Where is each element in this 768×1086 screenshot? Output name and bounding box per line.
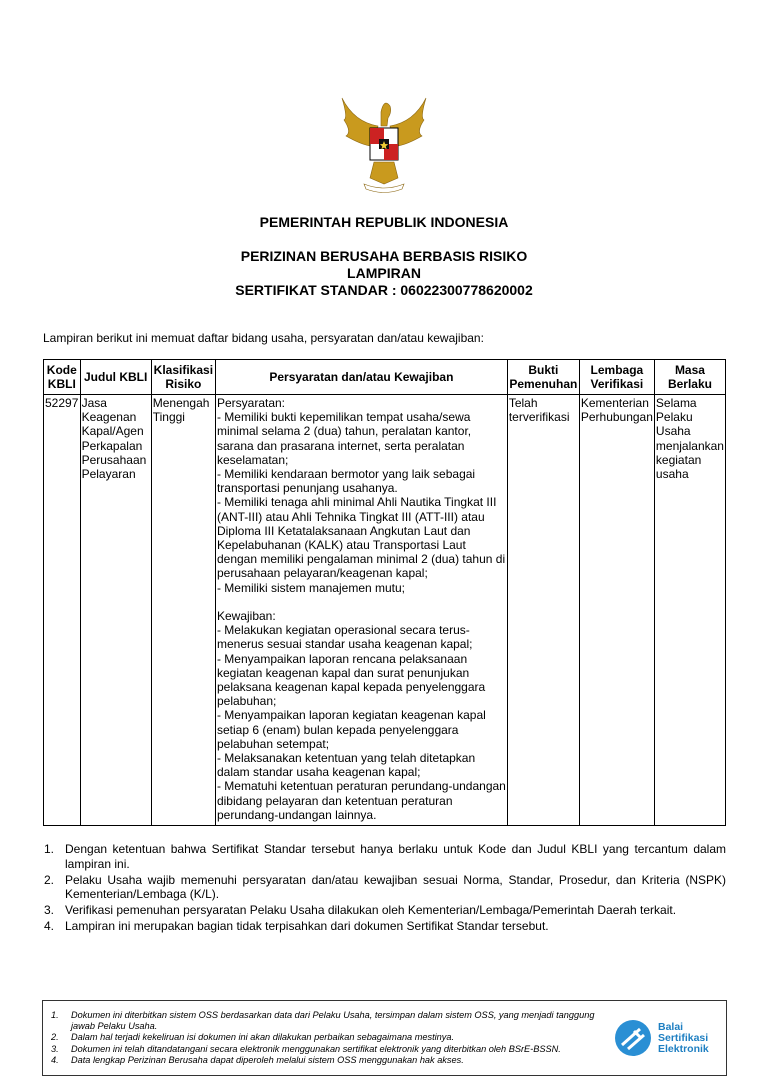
footer-note: 1. Dokumen ini diterbitkan sistem OSS berdasarkan data dari Pelaku Usaha, tersimpan dalam sistem OSS, yang menjadi tanggung jawab Pelaku Usaha. (51, 1010, 595, 1032)
cell-line: Pelaku (655, 410, 693, 425)
document-title: PERIZINAN BERUSAHA BERBASIS RISIKO (240, 248, 528, 264)
cell-line: perundang-undangan lainnya. (216, 807, 377, 822)
intro-text: Lampiran berikut ini memuat daftar bidang usaha, persyaratan dan/atau kewajiban: (43, 331, 484, 345)
cell-lembaga (579, 395, 654, 826)
cell-line: Usaha (655, 424, 691, 439)
kbli-table (43, 359, 726, 826)
cell-line: pelaksana keagenan kapal kepada penyelenggara (216, 680, 486, 695)
cell-line: transportasi penunjang usahanya. (216, 481, 398, 496)
table-row (44, 395, 726, 826)
cell-line: Telah (508, 396, 538, 410)
header-bukti: Bukti Pemenuhan (507, 360, 579, 395)
cell-line: usaha (655, 467, 689, 482)
header-persyaratan: Persyaratan dan/atau Kewajiban (215, 360, 507, 395)
certificate-number: SERTIFIKAT STANDAR : 06022300778620002 (235, 282, 533, 298)
cell-line: Kewajiban: (216, 609, 276, 624)
cell-line: Persyaratan: (216, 396, 286, 410)
cell-line: pelabuhan setempat; (216, 736, 330, 751)
cell-line: Perusahaan (81, 452, 147, 467)
cell-line: Pelayaran (81, 467, 136, 482)
document-subtitle: LAMPIRAN (347, 265, 421, 281)
cell-masa (654, 395, 725, 826)
cell-line (217, 595, 506, 609)
cell-line: Jasa (81, 396, 107, 410)
cell-line: (ANT-III) atau Ahli Tehnika Tingkat III (ATT-III) atau (216, 509, 485, 524)
cell-line: sarana dan prasarana internet, serta peralatan (216, 438, 465, 453)
note-item: 3. Verifikasi pemenuhan persyaratan Pelaku Usaha dilakukan oleh Kementerian/Lembaga/Pemerintah Daerah terkait. (44, 903, 677, 917)
header-kode: Kode KBLI (44, 360, 81, 395)
cell-line: terverifikasi (508, 410, 570, 425)
cell-line: - Menyampaikan laporan rencana pelaksanaan (216, 651, 468, 666)
cell-line: minimal selama 2 (dua) tahun, peralatan kantor, (216, 424, 472, 439)
cell-line: Menengah (152, 396, 210, 410)
header-klasifikasi: Klasifikasi Risiko (151, 360, 215, 395)
cell-line: Selama (655, 396, 697, 410)
footer-note: 4. Data lengkap Perizinan Berusaha dapat diperoleh melalui sistem OSS menggunakan hak akses. (51, 1054, 464, 1065)
notes-list (43, 842, 726, 935)
cell-line: Tinggi (152, 410, 185, 425)
cell-line: Perkapalan (81, 438, 143, 453)
cell-line: Kapal/Agen (81, 424, 144, 439)
government-heading: PEMERINTAH REPUBLIK INDONESIA (259, 214, 509, 230)
table-header-row (44, 360, 726, 395)
cell-line: menerus sesuai standar usaha keagenan kapal; (216, 637, 473, 652)
cell-line: - Menyampaikan laporan kegiatan keagenan kapal (216, 708, 486, 723)
note-item: 1. Dengan ketentuan bahwa Sertifikat Standar tersebut hanya berlaku untuk Kode dan Judul KBLI yang tercantum dalam lampiran ini. (44, 842, 726, 871)
footer-note: 3. Dokumen ini telah ditandatangani secara elektronik menggunakan sertifikat elektronik yang diterbitkan oleh BSrE-BSSN. (51, 1043, 561, 1054)
footer-box (42, 1000, 727, 1076)
cell-line: dibidang pelayaran dan ketentuan peraturan (216, 793, 453, 808)
cell-line: keselamatan; (216, 452, 289, 467)
note-item: 2. Pelaku Usaha wajib memenuhi persyaratan dan/atau kewajiban sesuai Norma, Standar, Prosedur, dan Kriteria (NSPK) Kementerian/Lembaga (K/L). (44, 872, 726, 901)
bsre-logo: Balai Sertifikasi Elektronik (614, 1015, 714, 1061)
cell-line: Kementerian (580, 396, 649, 410)
cell-judul (80, 395, 151, 826)
cell-line: kegiatan (655, 452, 702, 467)
cell-line: dengan memiliki pengalaman minimal 2 (dua) tahun di (216, 552, 506, 567)
cell-line: Kepelabuhanan (KALK) atau Transportasi Laut (216, 538, 466, 553)
cell-line: - Melaksanakan ketentuan yang telah ditetapkan (216, 751, 476, 766)
cell-kode: 52297 (44, 395, 81, 826)
cell-klasifikasi (151, 395, 215, 826)
header-masa: Masa Berlaku (654, 360, 725, 395)
cell-line: pelabuhan; (216, 694, 277, 709)
garuda-emblem (334, 92, 434, 196)
cell-line: kegiatan keagenan kapal dan surat penunjukan (216, 665, 470, 680)
cell-line: - Memiliki tenaga ahli minimal Ahli Nautika Tingkat III (216, 495, 497, 510)
cell-line: perusahaan pelayaran/keagenan kapal; (216, 566, 428, 581)
cell-line: Diploma III Ketatalaksanaan Angkutan Laut dan (216, 523, 471, 538)
header-lembaga: Lembaga Verifikasi (579, 360, 654, 395)
footer-note: 2. Dalam hal terjadi kekeliruan isi dokumen ini akan dilakukan perbaikan sebagaimana mestinya. (51, 1032, 455, 1043)
cell-persyaratan (215, 395, 507, 826)
cell-line: - Memiliki sistem manajemen mutu; (216, 580, 406, 595)
header-judul: Judul KBLI (80, 360, 151, 395)
cell-line: - Mematuhi ketentuan peraturan perundang-undangan (216, 779, 506, 794)
cell-line: - Melakukan kegiatan operasional secara terus- (216, 623, 470, 638)
note-item: 4. Lampiran ini merupakan bagian tidak terpisahkan dari dokumen Sertifikat Standar tersebut. (44, 919, 549, 933)
cell-line: menjalankan (655, 438, 724, 453)
cell-bukti (507, 395, 579, 826)
cell-line: setiap 6 (enam) bulan kepada penyelenggara (216, 722, 459, 737)
bsre-icon (614, 1019, 652, 1057)
cell-line: - Memiliki bukti kepemilikan tempat usaha/sewa (216, 410, 471, 425)
cell-line: Perhubungan (580, 410, 653, 425)
cell-line: - Memiliki kendaraan bermotor yang laik sebagai (216, 467, 476, 482)
cell-line: dalam standar usaha keagenan kapal; (216, 765, 421, 780)
cell-line: Keagenan (81, 410, 137, 425)
